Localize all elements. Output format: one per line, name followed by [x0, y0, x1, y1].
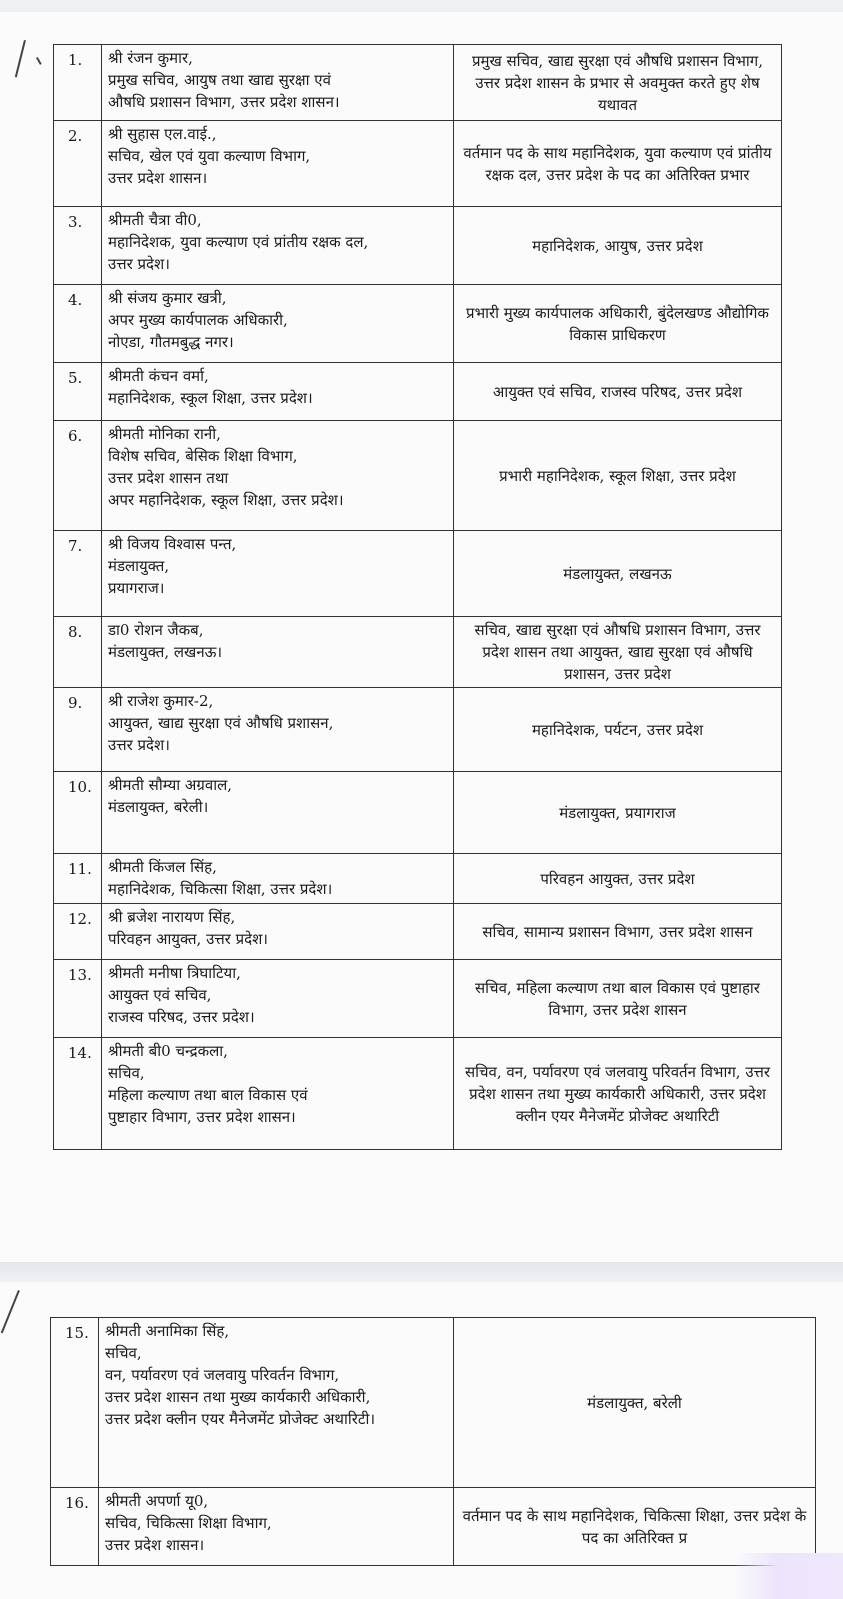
officer-line: उत्तर प्रदेश क्लीन एयर मैनेजमेंट प्रोजेक्ट अथारिटी। — [105, 1410, 376, 1428]
table-row — [54, 363, 782, 421]
officer-line: श्रीमती मनीषा त्रिघाटिया, — [108, 964, 241, 982]
new-posting: सचिव, सामान्य प्रशासन विभाग, उत्तर प्रदेश शासन — [454, 904, 782, 960]
officer-current-post — [99, 1488, 454, 1566]
officer-current-post — [102, 617, 454, 688]
table-row — [51, 1318, 816, 1488]
table-row — [51, 1488, 816, 1566]
serial-number: 6. — [54, 421, 102, 531]
officer-line: नोएडा, गौतमबुद्ध नगर। — [108, 333, 234, 351]
officer-current-post — [102, 531, 454, 617]
table-row — [54, 45, 782, 121]
new-posting: प्रभारी मुख्य कार्यपालक अधिकारी, बुंदेलखण्ड औद्योगिक विकास प्राधिकरण — [454, 285, 782, 363]
officer-line: सचिव, चिकित्सा शिक्षा विभाग, — [105, 1514, 272, 1532]
officer-current-post — [102, 285, 454, 363]
new-posting: वर्तमान पद के साथ महानिदेशक, युवा कल्याण एवं प्रांतीय रक्षक दल, उत्तर प्रदेश के पद का अतिरिक्त प्रभार — [454, 121, 782, 207]
officer-line: परिवहन आयुक्त, उत्तर प्रदेश। — [108, 930, 268, 948]
serial-number: 16. — [51, 1488, 99, 1566]
new-posting: मंडलायुक्त, बरेली — [454, 1318, 816, 1488]
transfer-table — [53, 44, 782, 1150]
new-posting: सचिव, वन, पर्यावरण एवं जलवायु परिवर्तन विभाग, उत्तर प्रदेश शासन तथा मुख्य कार्यकारी अधिकारी, उत्तर प्रदेश क्लीन एयर मैनेजमेंट प्रोजेक्ट अथारिटी — [454, 1038, 782, 1150]
new-posting: आयुक्त एवं सचिव, राजस्व परिषद, उत्तर प्रदेश — [454, 363, 782, 421]
officer-line: विशेष सचिव, बेसिक शिक्षा विभाग, — [108, 447, 298, 465]
serial-number: 11. — [54, 854, 102, 904]
serial-number: 15. — [51, 1318, 99, 1488]
new-posting: वर्तमान पद के साथ महानिदेशक, चिकित्सा शिक्षा, उत्तर प्रदेश के पद का अतिरिक्त प्र — [454, 1488, 816, 1566]
officer-current-post — [102, 904, 454, 960]
officer-line: राजस्व परिषद, उत्तर प्रदेश। — [108, 1008, 255, 1026]
officer-line: महानिदेशक, स्कूल शिक्षा, उत्तर प्रदेश। — [108, 389, 313, 407]
serial-number: 8. — [54, 617, 102, 688]
officer-line: श्री राजेश कुमार-2, — [108, 692, 214, 710]
officer-current-post — [102, 772, 454, 854]
officer-line: श्रीमती चैत्रा वी0, — [108, 211, 202, 229]
officer-line: उत्तर प्रदेश शासन तथा — [108, 469, 229, 487]
serial-number: 2. — [54, 121, 102, 207]
table-row — [54, 285, 782, 363]
table-row — [54, 421, 782, 531]
table-row — [54, 960, 782, 1038]
officer-current-post — [102, 960, 454, 1038]
officer-current-post — [102, 688, 454, 772]
new-posting: प्रमुख सचिव, खाद्य सुरक्षा एवं औषधि प्रशासन विभाग, उत्तर प्रदेश शासन के प्रभार से अवमुक्त करते हुए शेष यथावत — [454, 45, 782, 121]
new-posting: सचिव, महिला कल्याण तथा बाल विकास एवं पुष्टाहार विभाग, उत्तर प्रदेश शासन — [454, 960, 782, 1038]
page-separator — [0, 1262, 843, 1282]
officer-line: अपर मुख्य कार्यपालक अधिकारी, — [108, 311, 288, 329]
officer-line: मंडलायुक्त, — [108, 557, 170, 575]
officer-current-post — [99, 1318, 454, 1488]
new-posting: मंडलायुक्त, लखनऊ — [454, 531, 782, 617]
officer-current-post — [102, 854, 454, 904]
table-row — [54, 854, 782, 904]
table-row — [54, 688, 782, 772]
serial-number: 1. — [54, 45, 102, 121]
officer-line: मंडलायुक्त, बरेली। — [108, 798, 209, 816]
officer-line: सचिव, — [108, 1064, 145, 1082]
serial-number: 3. — [54, 207, 102, 285]
serial-number: 5. — [54, 363, 102, 421]
officer-line: पुष्टाहार विभाग, उत्तर प्रदेश शासन। — [108, 1108, 296, 1126]
table-row — [54, 531, 782, 617]
officer-current-post — [102, 421, 454, 531]
officer-line: श्रीमती सौम्या अग्रवाल, — [108, 776, 233, 794]
new-posting: मंडलायुक्त, प्रयागराज — [454, 772, 782, 854]
officer-current-post — [102, 207, 454, 285]
screen-overlay — [733, 1553, 843, 1599]
new-posting: सचिव, खाद्य सुरक्षा एवं औषधि प्रशासन विभाग, उत्तर प्रदेश शासन तथा आयुक्त, खाद्य सुरक्षा एवं औषधि प्रशासन, उत्तर प्रदेश — [454, 617, 782, 688]
table-row — [54, 121, 782, 207]
serial-number: 7. — [54, 531, 102, 617]
officer-line: उत्तर प्रदेश। — [108, 736, 170, 754]
officer-line: उत्तर प्रदेश शासन तथा मुख्य कार्यकारी अधिकारी, — [105, 1388, 371, 1406]
officer-line: श्री ब्रजेश नारायण सिंह, — [108, 908, 236, 926]
transfer-table — [50, 1317, 816, 1566]
officer-line: श्री सुहास एल.वाई., — [108, 125, 217, 143]
officer-current-post — [102, 1038, 454, 1150]
new-posting: महानिदेशक, आयुष, उत्तर प्रदेश — [454, 207, 782, 285]
table-row — [54, 1038, 782, 1150]
officer-line: श्री रंजन कुमार, — [108, 49, 193, 67]
serial-number: 14. — [54, 1038, 102, 1150]
table-row — [54, 617, 782, 688]
new-posting: प्रभारी महानिदेशक, स्कूल शिक्षा, उत्तर प्रदेश — [454, 421, 782, 531]
officer-line: श्रीमती अपर्णा यू0, — [105, 1492, 209, 1510]
officer-current-post — [102, 121, 454, 207]
officer-line: श्रीमती मोनिका रानी, — [108, 425, 221, 443]
officer-line: श्रीमती अनामिका सिंह, — [105, 1322, 230, 1340]
officer-line: श्रीमती किंजल सिंह, — [108, 858, 217, 876]
table-row — [54, 904, 782, 960]
officer-line: उत्तर प्रदेश शासन। — [105, 1536, 205, 1554]
new-posting: परिवहन आयुक्त, उत्तर प्रदेश — [454, 854, 782, 904]
officer-line: सचिव, खेल एवं युवा कल्याण विभाग, — [108, 147, 311, 165]
serial-number: 4. — [54, 285, 102, 363]
pen-mark — [36, 57, 41, 65]
officer-line: वन, पर्यावरण एवं जलवायु परिवर्तन विभाग, — [105, 1366, 340, 1384]
officer-line: महानिदेशक, युवा कल्याण एवं प्रांतीय रक्षक दल, — [108, 233, 369, 251]
officer-line: महानिदेशक, चिकित्सा शिक्षा, उत्तर प्रदेश। — [108, 880, 333, 898]
new-posting: महानिदेशक, पर्यटन, उत्तर प्रदेश — [454, 688, 782, 772]
officer-line: श्री विजय विश्वास पन्त, — [108, 535, 237, 553]
officer-line: श्री संजय कुमार खत्री, — [108, 289, 227, 307]
officer-line: डा0 रोशन जैकब, — [108, 621, 204, 639]
officer-line: महिला कल्याण तथा बाल विकास एवं — [108, 1086, 308, 1104]
pen-mark — [1, 1290, 20, 1333]
officer-line: औषधि प्रशासन विभाग, उत्तर प्रदेश शासन। — [108, 93, 340, 111]
serial-number: 10. — [54, 772, 102, 854]
officer-line: सचिव, — [105, 1344, 142, 1362]
officer-line: मंडलायुक्त, लखनऊ। — [108, 643, 223, 661]
officer-line: उत्तर प्रदेश शासन। — [108, 169, 208, 187]
officer-line: अपर महानिदेशक, स्कूल शिक्षा, उत्तर प्रदेश। — [108, 491, 344, 509]
table-row — [54, 772, 782, 854]
table-row — [54, 207, 782, 285]
officer-line: आयुक्त एवं सचिव, — [108, 986, 212, 1004]
officer-line: उत्तर प्रदेश। — [108, 255, 170, 273]
pen-mark — [15, 40, 26, 77]
serial-number: 9. — [54, 688, 102, 772]
serial-number: 12. — [54, 904, 102, 960]
officer-line: श्रीमती कंचन वर्मा, — [108, 367, 209, 385]
officer-current-post — [102, 363, 454, 421]
page-top-edge — [0, 0, 843, 12]
officer-line: श्रीमती बी0 चन्द्रकला, — [108, 1042, 228, 1060]
officer-line: आयुक्त, खाद्य सुरक्षा एवं औषधि प्रशासन, — [108, 714, 334, 732]
officer-current-post — [102, 45, 454, 121]
serial-number: 13. — [54, 960, 102, 1038]
document-page-2 — [0, 1282, 843, 1599]
officer-line: प्रयागराज। — [108, 579, 165, 597]
officer-line: प्रमुख सचिव, आयुष तथा खाद्य सुरक्षा एवं — [108, 71, 331, 89]
